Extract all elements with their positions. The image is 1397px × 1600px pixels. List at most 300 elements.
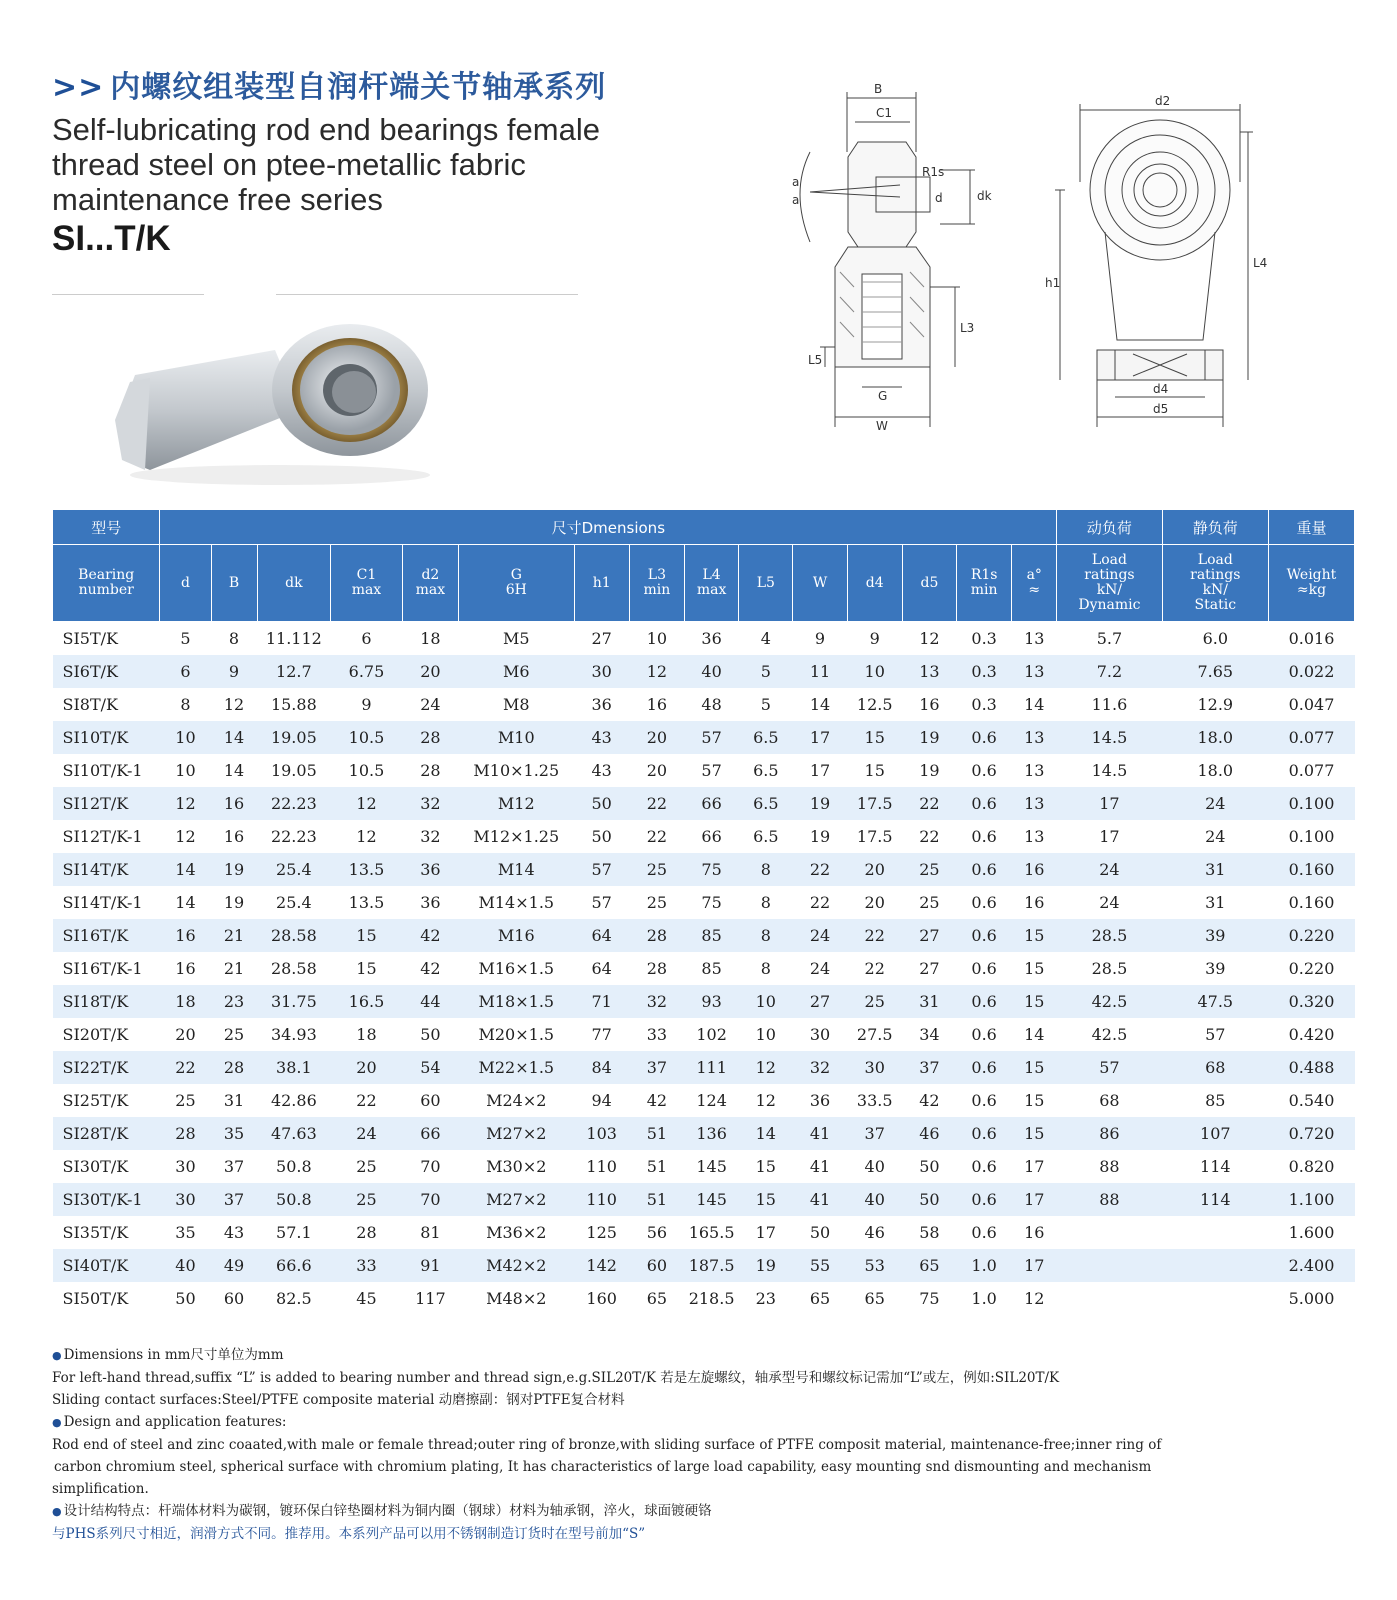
table-cell: 0.100 (1268, 787, 1354, 820)
table-cell: 88 (1057, 1150, 1162, 1183)
table-cell: M27×2 (459, 1183, 575, 1216)
table-cell: 48 (685, 688, 739, 721)
label-R1s: R1s (922, 165, 945, 179)
table-column-header (53, 545, 1355, 622)
bearing-number-cell: SI5T/K (53, 622, 160, 656)
table-cell: 22 (902, 820, 956, 853)
table-cell: 0.3 (957, 688, 1012, 721)
bearing-number-cell: SI12T/K-1 (53, 820, 160, 853)
table-cell: 39 (1162, 919, 1268, 952)
table-cell: 8 (739, 886, 793, 919)
note-cn-recommend: 与PHS系列尺寸相近，润滑方式不同。推荐用。本系列产品可以用不锈钢制造订货时在型号前加“S” (52, 1526, 646, 1542)
table-cell: 50 (574, 820, 629, 853)
column-header: d2 max (402, 545, 458, 622)
table-cell: 20 (402, 655, 458, 688)
table-cell: 39 (1162, 952, 1268, 985)
label-B: B (874, 82, 883, 96)
table-cell: 21 (211, 952, 257, 985)
table-cell: 17 (793, 721, 847, 754)
title-english: Self-lubricating rod end bearings female thread steel on ptee-metallic fabric maintenance free series (52, 112, 600, 217)
header-static: 静负荷 (1162, 510, 1268, 545)
table-cell: 21 (211, 919, 257, 952)
table-row (53, 1216, 1355, 1249)
table-cell: 142 (574, 1249, 629, 1282)
table-cell: 22 (793, 853, 847, 886)
bearing-number-cell: SI12T/K (53, 787, 160, 820)
table-cell: 0.540 (1268, 1084, 1354, 1117)
table-cell: 35 (211, 1117, 257, 1150)
table-cell: 15 (1012, 1084, 1057, 1117)
table-cell: 22 (793, 886, 847, 919)
label-d5: d5 (1153, 402, 1169, 416)
table-cell: 57 (574, 886, 629, 919)
column-header: B (211, 545, 257, 622)
table-cell: 6.5 (739, 754, 793, 787)
table-cell: 1.0 (957, 1249, 1012, 1282)
column-header: d4 (847, 545, 902, 622)
table-cell: 19 (211, 886, 257, 919)
table-cell: 10.5 (331, 754, 403, 787)
table-cell: 60 (402, 1084, 458, 1117)
table-cell: 12 (739, 1051, 793, 1084)
table-cell: M20×1.5 (459, 1018, 575, 1051)
side-section-drawing (790, 82, 1020, 442)
table-cell: 50 (402, 1018, 458, 1051)
table-cell: 25 (160, 1084, 211, 1117)
table-cell: 10 (160, 721, 211, 754)
table-cell: 125 (574, 1216, 629, 1249)
table-cell: 28 (629, 919, 684, 952)
table-cell: 10 (629, 622, 684, 656)
table-cell: 22 (847, 919, 902, 952)
table-cell: 15 (739, 1183, 793, 1216)
table-cell: 18.0 (1162, 754, 1268, 787)
table-cell: 0.6 (957, 1150, 1012, 1183)
table-cell: 38.1 (257, 1051, 331, 1084)
table-cell: 75 (685, 853, 739, 886)
table-cell: 6 (331, 622, 403, 656)
table-cell: 30 (574, 655, 629, 688)
table-cell: 124 (685, 1084, 739, 1117)
table-cell: 8 (160, 688, 211, 721)
note-cn-features: ● 设计结构特点：杆端体材料为碳钢，镀环保白锌垫圈材料为铜内圈（钢球）材料为轴承钢，淬火，球面镀硬铬 (52, 1500, 1352, 1523)
table-cell: 6.5 (739, 820, 793, 853)
column-header: G 6H (459, 545, 575, 622)
table-cell: 25.4 (257, 886, 331, 919)
bearing-number-cell: SI40T/K (53, 1249, 160, 1282)
table-cell: 65 (629, 1282, 684, 1315)
table-cell: 42.5 (1057, 985, 1162, 1018)
table-cell: 50.8 (257, 1150, 331, 1183)
table-row (53, 1183, 1355, 1216)
table-row (53, 688, 1355, 721)
table-cell: 7.65 (1162, 655, 1268, 688)
table-cell: 20 (629, 721, 684, 754)
table-cell: 68 (1057, 1084, 1162, 1117)
table-cell: 14.5 (1057, 754, 1162, 787)
table-cell: 19 (793, 820, 847, 853)
bearing-number-cell: SI14T/K (53, 853, 160, 886)
table-cell: 40 (847, 1150, 902, 1183)
product-photo (110, 320, 440, 490)
table-cell: M5 (459, 622, 575, 656)
table-cell: 36 (574, 688, 629, 721)
table-cell: 55 (793, 1249, 847, 1282)
table-cell: 94 (574, 1084, 629, 1117)
table-cell: 16 (1012, 886, 1057, 919)
column-header: d (160, 545, 211, 622)
table-cell: 16.5 (331, 985, 403, 1018)
table-cell: 27 (574, 622, 629, 656)
table-cell: 15 (739, 1150, 793, 1183)
table-cell: 10.5 (331, 721, 403, 754)
table-cell: M24×2 (459, 1084, 575, 1117)
table-cell: 34.93 (257, 1018, 331, 1051)
table-cell: 6.0 (1162, 622, 1268, 656)
table-cell: 25 (331, 1183, 403, 1216)
table-cell: 5 (739, 655, 793, 688)
table-cell: 15 (331, 952, 403, 985)
table-cell: 34 (902, 1018, 956, 1051)
table-cell: 57 (685, 754, 739, 787)
table-cell: 0.488 (1268, 1051, 1354, 1084)
bearing-number-cell: SI20T/K (53, 1018, 160, 1051)
table-cell: 66.6 (257, 1249, 331, 1282)
table-cell: 84 (574, 1051, 629, 1084)
note-design-1: Rod end of steel and zinc coaated,with male or female thread;outer ring of bronze,with sliding surface of PTFE composit material, maintenance-free;inner ring of (52, 1437, 1162, 1453)
table-cell: 16 (211, 787, 257, 820)
table-cell: 0.6 (957, 1183, 1012, 1216)
table-cell: 13 (1012, 787, 1057, 820)
table-cell: 25 (211, 1018, 257, 1051)
table-cell: 17 (1012, 1249, 1057, 1282)
table-cell: 46 (847, 1216, 902, 1249)
table-cell: 28 (402, 754, 458, 787)
table-cell: 0.6 (957, 1117, 1012, 1150)
table-cell: M18×1.5 (459, 985, 575, 1018)
table-cell: 16 (160, 952, 211, 985)
table-cell: 15.88 (257, 688, 331, 721)
table-cell: 32 (402, 787, 458, 820)
table-cell: 114 (1162, 1183, 1268, 1216)
table-cell: 70 (402, 1150, 458, 1183)
table-cell: 14 (1012, 1018, 1057, 1051)
table-cell: 24 (331, 1117, 403, 1150)
table-cell: 19.05 (257, 754, 331, 787)
table-cell: 17 (1012, 1183, 1057, 1216)
table-cell: 50 (902, 1183, 956, 1216)
table-cell: 24 (793, 952, 847, 985)
table-cell: 15 (847, 721, 902, 754)
note-sliding: Sliding contact surfaces:Steel/PTFE composite material 动磨擦副：钢对PTFE复合材料 (52, 1392, 625, 1408)
table-cell: 110 (574, 1183, 629, 1216)
table-cell: 17 (739, 1216, 793, 1249)
table-cell: 17 (1012, 1150, 1057, 1183)
table-cell: 6 (160, 655, 211, 688)
table-cell: 57 (574, 853, 629, 886)
table-cell: 14 (211, 721, 257, 754)
table-cell: 23 (739, 1282, 793, 1315)
table-cell: 15 (1012, 1051, 1057, 1084)
dimensions-table (52, 509, 1355, 1315)
table-cell: 20 (847, 886, 902, 919)
table-cell: 31 (902, 985, 956, 1018)
table-cell: 0.022 (1268, 655, 1354, 688)
table-cell: 24 (1162, 820, 1268, 853)
table-cell: 0.320 (1268, 985, 1354, 1018)
table-cell: 25 (629, 853, 684, 886)
table-cell: 37 (902, 1051, 956, 1084)
table-cell: 57 (685, 721, 739, 754)
table-cell: 14 (160, 853, 211, 886)
table-cell: 47.5 (1162, 985, 1268, 1018)
table-cell: 0.6 (957, 754, 1012, 787)
header (52, 62, 752, 259)
table-body (53, 622, 1355, 1316)
table-cell: 50 (574, 787, 629, 820)
table-cell: M12 (459, 787, 575, 820)
table-cell: 36 (402, 853, 458, 886)
table-row (53, 853, 1355, 886)
table-row (53, 985, 1355, 1018)
table-cell: M16 (459, 919, 575, 952)
table-cell: 65 (793, 1282, 847, 1315)
table-cell: 47.63 (257, 1117, 331, 1150)
table-cell: 22 (629, 787, 684, 820)
table-cell: 70 (402, 1183, 458, 1216)
table-row (53, 886, 1355, 919)
table-cell: 0.6 (957, 787, 1012, 820)
label-L3: L3 (960, 321, 975, 335)
table-row (53, 1282, 1355, 1315)
bearing-number-cell: SI28T/K (53, 1117, 160, 1150)
column-header: d5 (902, 545, 956, 622)
table-cell: 1.0 (957, 1282, 1012, 1315)
table-cell: 102 (685, 1018, 739, 1051)
table-cell: 42 (629, 1084, 684, 1117)
table-cell: 160 (574, 1282, 629, 1315)
table-cell: 19 (902, 721, 956, 754)
column-header: a° ≈ (1012, 545, 1057, 622)
table-cell: 43 (211, 1216, 257, 1249)
column-header: L4 max (685, 545, 739, 622)
table-cell: 25 (902, 886, 956, 919)
table-cell: M10×1.25 (459, 754, 575, 787)
table-cell (1162, 1249, 1268, 1282)
table-cell: 12 (739, 1084, 793, 1117)
label-L5: L5 (808, 353, 823, 367)
table-cell: 0.6 (957, 1018, 1012, 1051)
table-cell: M16×1.5 (459, 952, 575, 985)
label-d4: d4 (1153, 382, 1169, 396)
table-cell: 28.5 (1057, 952, 1162, 985)
table-cell: 85 (685, 952, 739, 985)
table-cell: 27 (902, 919, 956, 952)
table-cell: 19.05 (257, 721, 331, 754)
table-cell: 86 (1057, 1117, 1162, 1150)
table-row (53, 919, 1355, 952)
table-cell: 32 (402, 820, 458, 853)
table-cell: 8 (739, 853, 793, 886)
table-cell: 65 (847, 1282, 902, 1315)
table-cell: 64 (574, 919, 629, 952)
table-cell: 15 (331, 919, 403, 952)
table-cell: 91 (402, 1249, 458, 1282)
table-cell: 28 (331, 1216, 403, 1249)
front-view-drawing (1045, 92, 1290, 437)
table-cell: 19 (793, 787, 847, 820)
table-cell: 85 (1162, 1084, 1268, 1117)
table-cell: 20 (847, 853, 902, 886)
table-cell: 37 (629, 1051, 684, 1084)
table-cell: 24 (793, 919, 847, 952)
table-cell: 33.5 (847, 1084, 902, 1117)
table-cell: 18 (331, 1018, 403, 1051)
table-row (53, 655, 1355, 688)
bearing-number-cell: SI30T/K (53, 1150, 160, 1183)
table-cell: M27×2 (459, 1117, 575, 1150)
table-row (53, 1117, 1355, 1150)
table-cell: 0.420 (1268, 1018, 1354, 1051)
table-cell: 31.75 (257, 985, 331, 1018)
table-cell: 88 (1057, 1183, 1162, 1216)
column-header: dk (257, 545, 331, 622)
table-cell: 13 (902, 655, 956, 688)
table-cell: 22 (160, 1051, 211, 1084)
table-cell (1162, 1282, 1268, 1315)
table-cell: 111 (685, 1051, 739, 1084)
table-cell: 32 (629, 985, 684, 1018)
table-cell: M30×2 (459, 1150, 575, 1183)
table-row (53, 721, 1355, 754)
table-cell: 66 (685, 787, 739, 820)
table-cell: 14.5 (1057, 721, 1162, 754)
table-cell: M6 (459, 655, 575, 688)
table-cell: 4 (739, 622, 793, 656)
table-cell: 57.1 (257, 1216, 331, 1249)
header-dynamic: 动负荷 (1057, 510, 1162, 545)
table-cell: 5.000 (1268, 1282, 1354, 1315)
table-cell: 41 (793, 1117, 847, 1150)
table-cell: 28 (211, 1051, 257, 1084)
table-cell: 51 (629, 1183, 684, 1216)
table-cell: 36 (685, 622, 739, 656)
table-cell: 0.6 (957, 721, 1012, 754)
table-cell: 24 (1057, 886, 1162, 919)
table-cell: 5.7 (1057, 622, 1162, 656)
table-cell (1057, 1282, 1162, 1315)
table-cell: 40 (685, 655, 739, 688)
label-dk: dk (977, 189, 992, 203)
table-cell: 49 (211, 1249, 257, 1282)
table-cell: 19 (739, 1249, 793, 1282)
table-cell: 43 (574, 721, 629, 754)
table-cell: 24 (1057, 853, 1162, 886)
table-cell: 31 (1162, 853, 1268, 886)
table-cell: 165.5 (685, 1216, 739, 1249)
table-cell: 53 (847, 1249, 902, 1282)
table-cell: 0.3 (957, 655, 1012, 688)
column-header: L5 (739, 545, 793, 622)
table-cell: 0.220 (1268, 952, 1354, 985)
table-cell: 13 (1012, 622, 1057, 656)
table-cell: 40 (160, 1249, 211, 1282)
table-cell: 0.820 (1268, 1150, 1354, 1183)
table-row (53, 1018, 1355, 1051)
table-cell: 75 (902, 1282, 956, 1315)
label-L4: L4 (1253, 256, 1268, 270)
table-cell: 10 (739, 1018, 793, 1051)
note-units: ● Dimensions in mm尺寸单位为mm (52, 1344, 1352, 1367)
table-cell: 0.6 (957, 820, 1012, 853)
table-cell: 1.100 (1268, 1183, 1354, 1216)
table-cell: 10 (739, 985, 793, 1018)
label-a-2: a (792, 193, 800, 207)
table-cell: 13 (1012, 721, 1057, 754)
table-cell: 18 (402, 622, 458, 656)
bearing-number-cell: SI8T/K (53, 688, 160, 721)
table-cell: 37 (847, 1117, 902, 1150)
table-cell: 5 (160, 622, 211, 656)
table-cell: 50 (793, 1216, 847, 1249)
bearing-number-cell: SI16T/K-1 (53, 952, 160, 985)
table-cell: 0.6 (957, 853, 1012, 886)
table-cell: 93 (685, 985, 739, 1018)
table-cell: 57 (1057, 1051, 1162, 1084)
bearing-number-cell: SI25T/K (53, 1084, 160, 1117)
table-cell: M42×2 (459, 1249, 575, 1282)
column-header: C1 max (331, 545, 403, 622)
table-cell: 28 (629, 952, 684, 985)
table-cell: 17 (1057, 787, 1162, 820)
table-cell: 187.5 (685, 1249, 739, 1282)
table-cell: 110 (574, 1150, 629, 1183)
table-cell: 15 (1012, 952, 1057, 985)
table-cell: 25 (629, 886, 684, 919)
table-cell: 103 (574, 1117, 629, 1150)
table-cell: 14 (160, 886, 211, 919)
table-cell: 0.016 (1268, 622, 1354, 656)
column-header: L3 min (629, 545, 684, 622)
table-cell: 42.5 (1057, 1018, 1162, 1051)
label-d2: d2 (1155, 94, 1171, 108)
table-cell: 14 (1012, 688, 1057, 721)
table-cell: 28.58 (257, 952, 331, 985)
table-cell: 27 (793, 985, 847, 1018)
table-cell: 33 (331, 1249, 403, 1282)
table-cell: 25 (847, 985, 902, 1018)
table-cell: 0.6 (957, 1051, 1012, 1084)
table-cell: 12 (629, 655, 684, 688)
table-cell: 11.112 (257, 622, 331, 656)
note-left-hand: For left-hand thread,suffix “L” is added to bearing number and thread sign,e.g.SIL20T/K 若是左旋螺纹，轴承型号和螺纹标记需加“L”或左，例如:SIL20T/K (52, 1370, 1060, 1386)
table-cell: 0.6 (957, 886, 1012, 919)
table-cell: 81 (402, 1216, 458, 1249)
table-cell: 50 (902, 1150, 956, 1183)
table-row (53, 622, 1355, 656)
table-cell: 6.75 (331, 655, 403, 688)
table-cell: 114 (1162, 1150, 1268, 1183)
table-cell: 35 (160, 1216, 211, 1249)
table-cell: 51 (629, 1150, 684, 1183)
bearing-number-cell: SI10T/K (53, 721, 160, 754)
table-cell: 18 (160, 985, 211, 1018)
table-cell: M14 (459, 853, 575, 886)
table-cell: 37 (211, 1183, 257, 1216)
table-cell: 45 (331, 1282, 403, 1315)
table-cell: 65 (902, 1249, 956, 1282)
table-cell: 145 (685, 1150, 739, 1183)
